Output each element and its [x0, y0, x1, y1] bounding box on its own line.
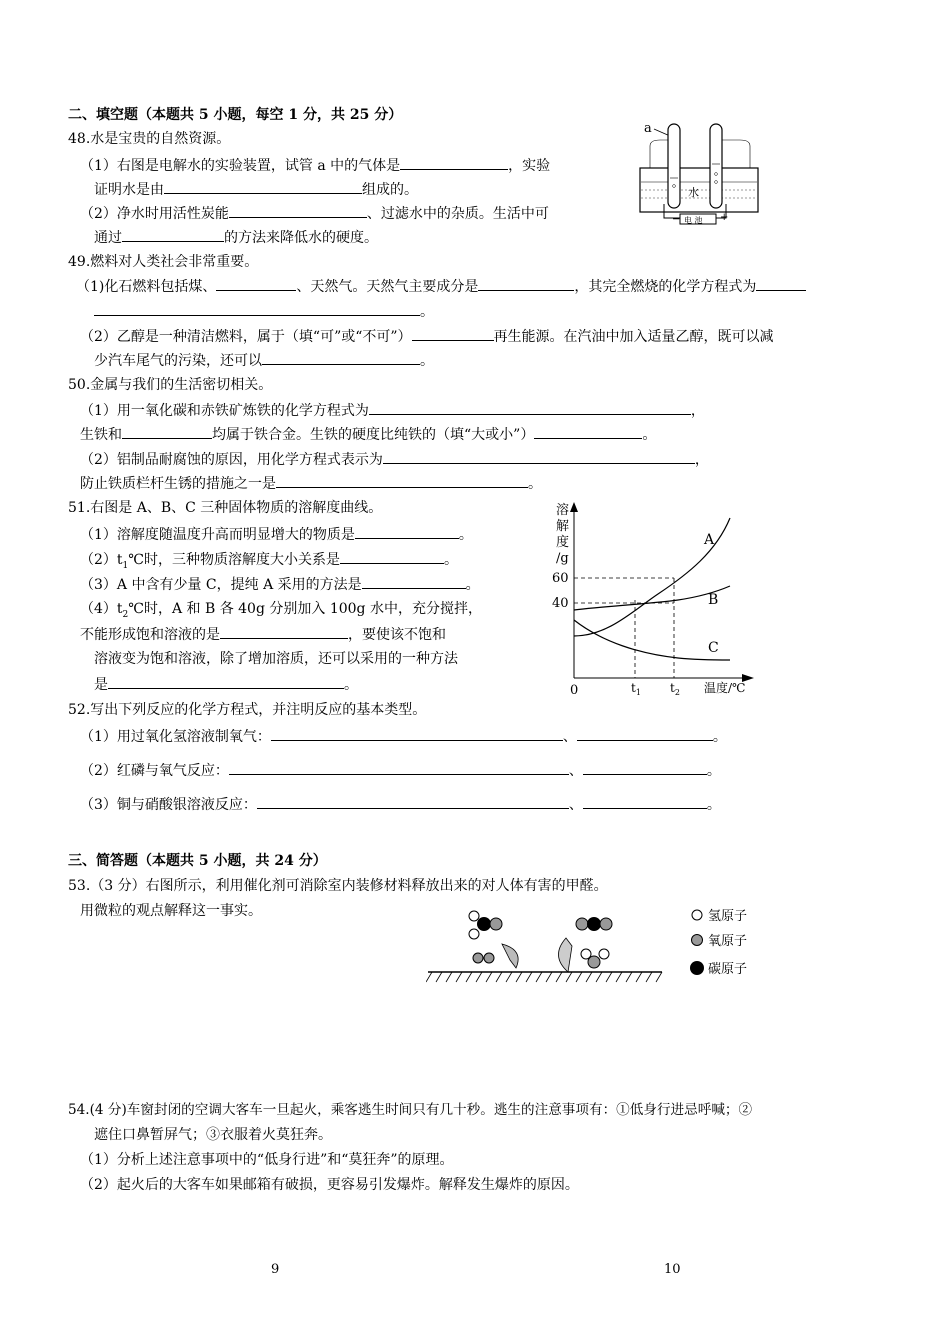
- q51-part3: （3）A 中含有少量 C，提纯 A 采用的方法是 。: [80, 577, 480, 593]
- answer-blank[interactable]: [122, 228, 224, 242]
- carbon-atom: [587, 917, 601, 931]
- q51-stem: 51.右图是 A、B、C 三种固体物质的溶解度曲线。: [68, 500, 383, 516]
- answer-blank[interactable]: [478, 277, 574, 291]
- q49-stem: 49.燃料对人类社会非常重要。: [68, 254, 259, 270]
- answer-blank[interactable]: [400, 156, 508, 170]
- solubility-curve-chart: [548, 498, 760, 698]
- oxygen-atom: [576, 918, 588, 930]
- page-number-left: 9: [271, 1262, 280, 1277]
- answer-blank[interactable]: [412, 327, 494, 341]
- q48-part1: （1）右图是电解水的实验装置，试管 a 中的气体是 ，实验: [80, 158, 551, 174]
- battery-label: 电 池: [684, 216, 703, 225]
- oxygen-atom: [484, 953, 494, 963]
- answer-blank[interactable]: [355, 525, 459, 539]
- oxygen-atom: [600, 918, 612, 930]
- q48-part2: （2）净水时用活性炭能 、过滤水中的杂质。生活中可: [80, 206, 549, 222]
- q50-part1: （1）用一氧化碳和赤铁矿炼铁的化学方程式为 ，: [80, 403, 705, 419]
- answer-blank[interactable]: [340, 550, 444, 564]
- y-label-2: 解: [556, 519, 570, 534]
- q52-part2: （2）红磷与氧气反应： 、 。: [80, 763, 721, 779]
- answer-blank[interactable]: [369, 401, 691, 415]
- section-2-title: 二、填空题（本题共 5 小题，每空 1 分，共 25 分）: [68, 107, 403, 123]
- answer-blank[interactable]: [164, 180, 362, 194]
- q50-part2-cont: 防止铁质栏杆生锈的措施之一是 。: [80, 476, 542, 492]
- q50-part2: （2）铝制品耐腐蚀的原因，用化学方程式表示为 ，: [80, 452, 709, 468]
- oxygen-atom: [588, 956, 600, 968]
- y-label-3: 度: [556, 535, 570, 550]
- series-label-A: A: [704, 532, 715, 548]
- q54-part2: （2）起火后的大客车如果邮箱有破损，更容易引发爆炸。解释发生爆炸的原因。: [80, 1177, 579, 1193]
- answer-blank[interactable]: [257, 795, 569, 809]
- x-tick-t2: $t_2$: [670, 681, 680, 697]
- q51-part1: （1）溶解度随温度升高而明显增大的物质是 。: [80, 527, 473, 543]
- surface-hatching: [426, 972, 662, 982]
- y-tick-40: 40: [552, 596, 569, 611]
- answer-blank[interactable]: [216, 277, 296, 291]
- minus-label: −: [672, 214, 681, 225]
- answer-blank[interactable]: [229, 761, 569, 775]
- oxygen-atom: [473, 953, 483, 963]
- origin-label: 0: [570, 683, 579, 698]
- oxygen-atom: [490, 918, 502, 930]
- y-label-1: 溶: [556, 503, 570, 518]
- q54-part1: （1）分析上述注意事项中的“低身行进”和“莫狂奔”的原理。: [80, 1152, 454, 1168]
- section-3-title: 三、简答题（本题共 5 小题，共 24 分）: [68, 853, 327, 869]
- q52-part3: （3）铜与硝酸银溶液反应： 、 。: [80, 797, 721, 813]
- q51-part4-cont3: 是 。: [94, 677, 358, 693]
- x-tick-t1: $t_1$: [631, 681, 641, 697]
- q49-part1: （1)化石燃料包括煤、 、天然气。天然气主要成分是 ，其完全燃烧的化学方程式为: [76, 277, 806, 296]
- arrow-up-icon: [558, 938, 572, 972]
- answer-blank[interactable]: [122, 425, 212, 439]
- q49-part2: （2）乙醇是一种清洁燃料，属于（填“可”或“不可”） 再生能源。在汽油中加入适量乙醇，既可以减: [80, 329, 774, 345]
- answer-blank[interactable]: [220, 625, 348, 639]
- q54-stem: 54.(4 分)车窗封闭的空调大客车一旦起火，乘客逃生时间只有几十秒。逃生的注意事项有：①低身行进忌呼喊；②: [68, 1102, 753, 1118]
- legend-hydrogen: 氢原子: [708, 909, 748, 924]
- answer-blank[interactable]: [362, 575, 466, 589]
- answer-blank[interactable]: [271, 727, 563, 741]
- carbon-legend-icon: [690, 961, 704, 975]
- hydrogen-atom: [469, 929, 479, 939]
- answer-blank[interactable]: [94, 302, 420, 316]
- carbon-atom: [477, 917, 491, 931]
- water-label: 水: [688, 186, 699, 199]
- hydrogen-atom: [599, 949, 609, 959]
- answer-blank[interactable]: [108, 675, 344, 689]
- q49-part2-cont: 少汽车尾气的污染，还可以 。: [94, 353, 434, 369]
- answer-blank[interactable]: [534, 425, 642, 439]
- oxygen-legend-icon: [692, 935, 703, 946]
- q53-stem: 53.（3 分）右图所示，利用催化剂可消除室内装修材料释放出来的对人体有害的甲醛。: [68, 878, 608, 894]
- q48-part2-cont: 通过 的方法来降低水的硬度。: [94, 230, 378, 246]
- legend-carbon: 碳原子: [708, 962, 748, 976]
- q51-part4-cont2: 溶液变为饱和溶液，除了增加溶质，还可以采用的一种方法: [94, 651, 458, 667]
- catalyst-molecule-figure: [426, 906, 666, 988]
- plus-label: +: [720, 212, 729, 223]
- atom-legend: [688, 906, 768, 976]
- q52-part1: （1）用过氧化氢溶液制氧气： 、 。: [80, 729, 727, 745]
- hydrogen-atom: [469, 911, 479, 921]
- q48-part1-cont: 证明水是由 组成的。: [94, 182, 418, 198]
- x-axis-label: 温度/℃: [704, 681, 746, 695]
- q54-stem-cont: 遮住口鼻暂屏气；③衣服着火莫狂奔。: [94, 1127, 332, 1143]
- y-label-4: /g: [556, 551, 569, 566]
- answer-blank[interactable]: [577, 727, 713, 741]
- q48-stem: 48.水是宝贵的自然资源。: [68, 131, 231, 147]
- answer-blank[interactable]: [262, 351, 420, 365]
- q51-part4: $(4)t_2℃$时，A 和 B 各 40g 分别加入 100g 水中，充分搅拌，: [80, 601, 482, 620]
- page-number-right: 10: [664, 1262, 681, 1277]
- curve-C: [574, 620, 730, 660]
- y-axis-arrow: [570, 502, 578, 512]
- q52-stem: 52.写出下列反应的化学方程式，并注明反应的基本类型。: [68, 702, 427, 718]
- answer-blank[interactable]: [583, 761, 707, 775]
- q49-part1-cont: 。: [94, 302, 434, 321]
- answer-blank[interactable]: [383, 450, 695, 464]
- series-label-B: B: [708, 592, 719, 608]
- answer-blank[interactable]: [276, 474, 528, 488]
- answer-blank[interactable]: [229, 204, 367, 218]
- electrolysis-apparatus-figure: [630, 116, 770, 234]
- series-label-C: C: [708, 640, 719, 656]
- tube-a-label: a: [644, 121, 652, 136]
- q51-part4-cont: 不能形成饱和溶液的是 ，要使该不饱和: [80, 627, 446, 643]
- y-tick-60: 60: [552, 571, 569, 586]
- q50-part1-cont: 生铁和 均属于铁合金。生铁的硬度比纯铁的（填“大或小”） 。: [80, 427, 657, 443]
- answer-blank[interactable]: [756, 277, 806, 291]
- arrow-down-icon: [502, 944, 518, 968]
- q50-stem: 50.金属与我们的生活密切相关。: [68, 377, 273, 393]
- q51-part2: $(2)t_1℃$时，三种物质溶解度大小关系是 。: [80, 552, 458, 571]
- hydrogen-legend-icon: [692, 910, 702, 920]
- q53-stem-cont: 用微粒的观点解释这一事实。: [80, 903, 262, 919]
- answer-blank[interactable]: [583, 795, 707, 809]
- legend-oxygen: 氧原子: [708, 934, 748, 949]
